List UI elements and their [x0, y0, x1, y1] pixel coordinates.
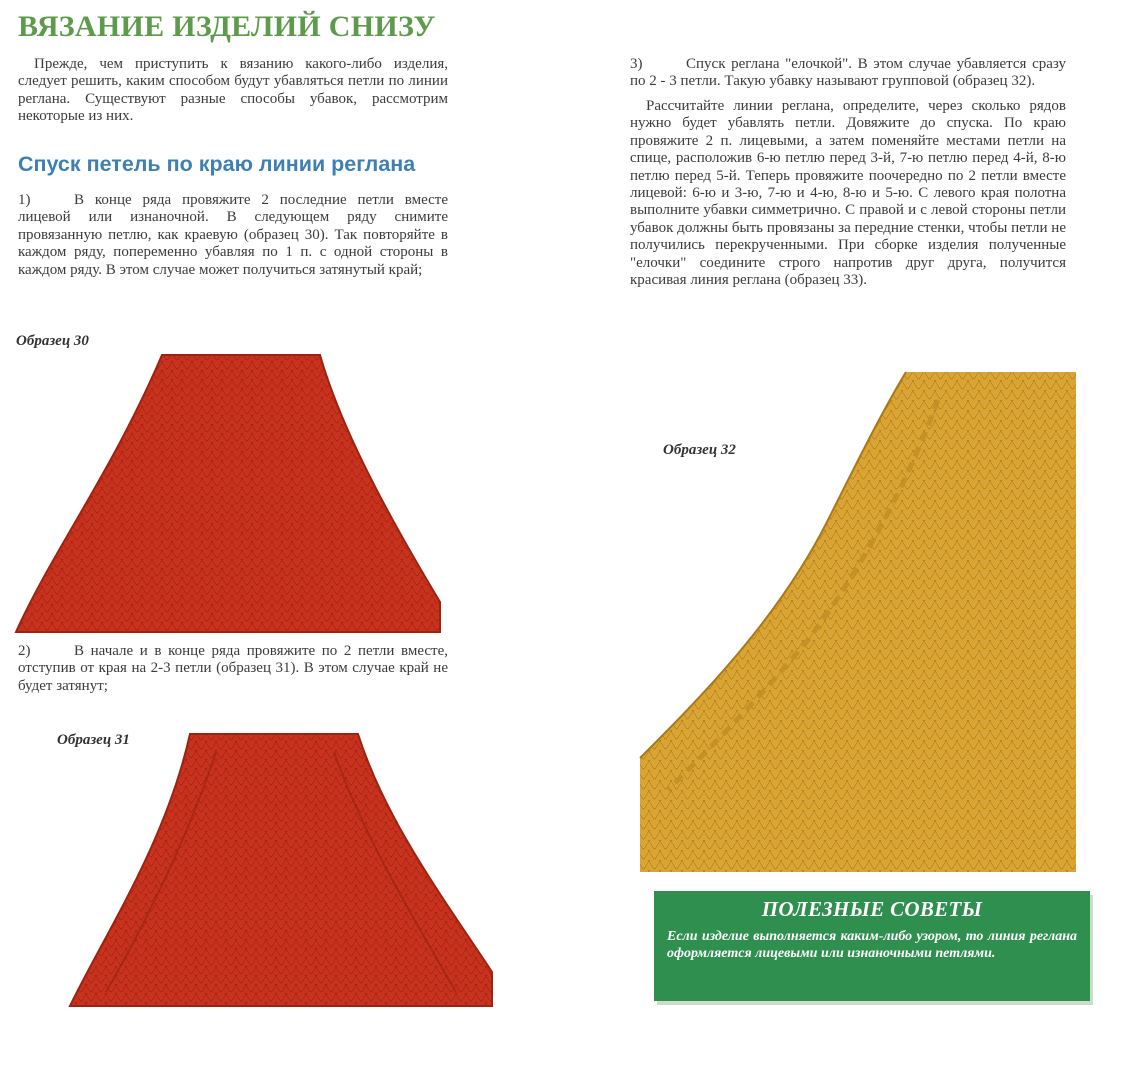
useful-tips-title: ПОЛЕЗНЫЕ СОВЕТЫ [761, 897, 983, 921]
method-2-paragraph [18, 643, 448, 695]
method-1-text: В конце ряда провяжите 2 последние петли вместе лицевой или изнаночной. В следующем ряду снимите провязанную петлю, как краевую (образец 30). Так повторяйте в каждом ряду, попеременно убавляя по 1 п. с одной стороны в каждом ряду. В этом случае может получиться затянутый край; [18, 192, 448, 278]
method-3-number: 3) [630, 56, 643, 72]
method-2-text: В начале и в конце ряда провяжите по 2 петли вместе, отступив от края на 2-3 петли (образец 31). В этом случае край не будет затянут; [18, 643, 448, 694]
method-1-paragraph [18, 192, 448, 279]
method-1-number: 1) [18, 192, 31, 208]
sample-32-caption: Образец 32 [663, 442, 736, 458]
page-title: ВЯЗАНИЕ ИЗДЕЛИЙ СНИЗУ [18, 10, 436, 43]
sample-31-image [66, 732, 494, 1008]
sample-30-caption: Образец 30 [16, 333, 89, 349]
sample-30-image [12, 352, 448, 636]
intro-paragraph: Прежде, чем приступить к вязанию какого-либо изделия, следует решить, каким способом будут убавляться петли по линии реглана. Существуют разные способы убавок, рассмотрим некоторые из них. [18, 56, 448, 125]
useful-tips-box [654, 891, 1090, 1001]
instructions-paragraph: Рассчитайте линии реглана, определите, через сколько рядов нужно будет убавлять петли. Довяжите до спуска. По краю провяжите 2 п. лицевыми, а затем поменяйте местами петли на спице, расположив 6-ю петлю перед 3-й, 7-ю петлю перед 4-й, 8-ю петлю перед 5-й. Теперь провяжите поочередно по 2 петли вместе лицевой: 6-ю и 3-ю, 7-ю и 4-ю, 8-ю и 5-ю. С левого края полотна выполните убавки симметрично. С правой и с левой стороны петли убавок должны быть провязаны за передние стенки, чтобы петли не получились перекрученными. При сборке изделия полученные "елочки" соедините строго напротив друг друга, получится красивая линия реглана (образец 33). [630, 98, 1066, 289]
method-3-paragraph [630, 56, 1066, 91]
sample-31-caption: Образец 31 [57, 732, 130, 748]
useful-tips-text: Если изделие выполняется каким-либо узором, то линия реглана оформляется лицевыми или изнаночными петлями. [667, 929, 1077, 961]
section-heading: Спуск петель по краю линии реглана [18, 152, 416, 176]
method-2-number: 2) [18, 643, 31, 659]
method-3-text: Спуск реглана "елочкой". В этом случае убавляется сразу по 2 - 3 петли. Такую убавку называют групповой (образец 32). [630, 56, 1066, 90]
